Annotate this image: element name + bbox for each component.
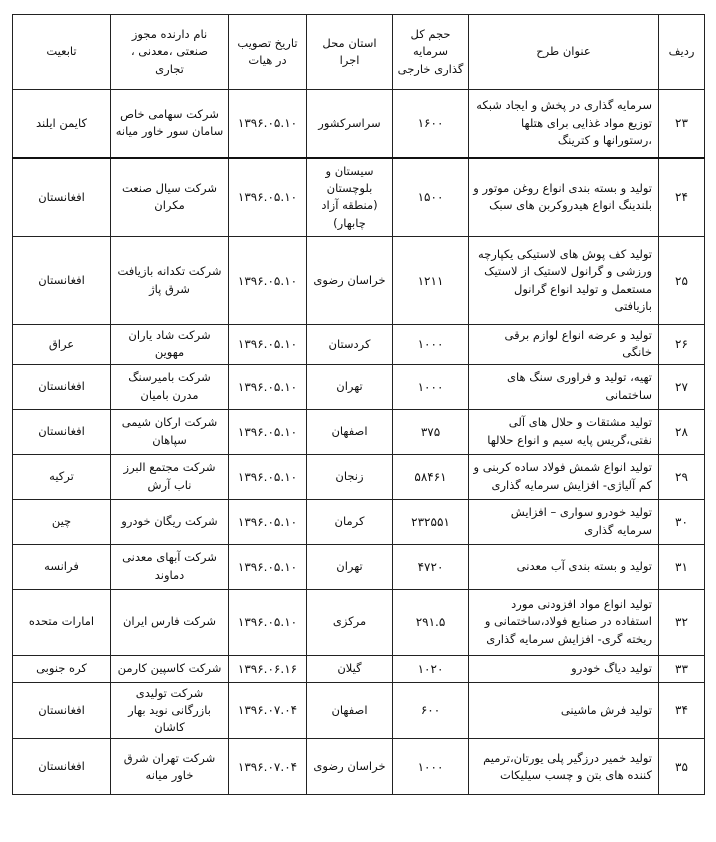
row-title: تولید و بسته بندی انواع روغن موتور و بلندینگ انواع هیدروکربن های سبک — [469, 158, 659, 237]
row-date: ۱۳۹۶.۰۵.۱۰ — [229, 364, 307, 409]
row-province: گیلان — [307, 655, 393, 682]
row-license-holder: شرکت تولیدی بازرگانی نوید بهار کاشان — [111, 682, 229, 739]
row-title: تولید انواع مواد افزودنی مورد استفاده در صنایع فولاد،ساختمانی و ریخته گری- افزایش سرمایه گذاری — [469, 589, 659, 655]
row-nationality: عراق — [13, 325, 111, 365]
row-nationality: افغانستان — [13, 237, 111, 325]
table-header-row — [13, 15, 705, 90]
row-number: ۳۴ — [659, 682, 705, 739]
row-license-holder: شرکت ارکان شیمی سپاهان — [111, 409, 229, 454]
row-investment: ۲۹۱.۵ — [393, 589, 469, 655]
row-title: تولید و بسته بندی آب معدنی — [469, 544, 659, 589]
row-investment: ۲۳۲۵۵۱ — [393, 499, 469, 544]
table-row — [13, 682, 705, 739]
row-title: تولید خمیر درزگیر پلی یورتان،ترمیم کننده های بتن و چسب سیلیکات — [469, 739, 659, 795]
row-investment: ۱۰۲۰ — [393, 655, 469, 682]
row-date: ۱۳۹۶.۰۵.۱۰ — [229, 409, 307, 454]
header-license-holder: نام دارنده مجوز صنعتی ،معدنی ، تجاری — [111, 15, 229, 90]
header-approval-date: تاریخ تصویب در هیات — [229, 15, 307, 90]
row-number: ۳۲ — [659, 589, 705, 655]
row-license-holder: شرکت ریگان خودرو — [111, 499, 229, 544]
row-date: ۱۳۹۶.۰۵.۱۰ — [229, 90, 307, 158]
row-title: تولید کف پوش های لاستیکی یکپارچه ورزشی و گرانول لاستیک از لاستیک مستعمل و تولید انواع گرانول بازیافتی — [469, 237, 659, 325]
table-row — [13, 499, 705, 544]
table-row — [13, 454, 705, 499]
row-license-holder: شرکت تهران شرق خاور میانه — [111, 739, 229, 795]
row-title: تولید خودرو سواری – افزایش سرمایه گذاری — [469, 499, 659, 544]
row-nationality: افغانستان — [13, 364, 111, 409]
row-number: ۲۶ — [659, 325, 705, 365]
row-date: ۱۳۹۶.۰۶.۱۶ — [229, 655, 307, 682]
table-row — [13, 589, 705, 655]
row-date: ۱۳۹۶.۰۷.۰۴ — [229, 739, 307, 795]
row-investment: ۱۰۰۰ — [393, 364, 469, 409]
table-row — [13, 409, 705, 454]
row-province: اصفهان — [307, 409, 393, 454]
row-number: ۲۸ — [659, 409, 705, 454]
row-province: زنجان — [307, 454, 393, 499]
table-row — [13, 739, 705, 795]
row-nationality: کایمن ایلند — [13, 90, 111, 158]
row-date: ۱۳۹۶.۰۵.۱۰ — [229, 544, 307, 589]
table-row — [13, 158, 705, 237]
row-license-holder: شرکت سهامی خاص سامان سور خاور میانه — [111, 90, 229, 158]
row-investment: ۳۷۵ — [393, 409, 469, 454]
row-nationality: افغانستان — [13, 739, 111, 795]
row-number: ۳۳ — [659, 655, 705, 682]
row-title: تولید و عرضه انواع لوازم برقی خانگی — [469, 325, 659, 365]
row-date: ۱۳۹۶.۰۵.۱۰ — [229, 589, 307, 655]
table-row — [13, 655, 705, 682]
row-province: تهران — [307, 544, 393, 589]
row-number: ۳۰ — [659, 499, 705, 544]
row-province: سیستان و بلوچستان (منطقه آزاد چابهار) — [307, 158, 393, 237]
row-date: ۱۳۹۶.۰۵.۱۰ — [229, 499, 307, 544]
row-province: مرکزی — [307, 589, 393, 655]
row-license-holder: شرکت کاسپین کارمن — [111, 655, 229, 682]
table-row — [13, 544, 705, 589]
row-investment: ۴۷۲۰ — [393, 544, 469, 589]
row-title: تولید مشتقات و حلال های آلی نفتی،گریس پایه سیم و انواع حلالها — [469, 409, 659, 454]
row-date: ۱۳۹۶.۰۵.۱۰ — [229, 325, 307, 365]
row-title: تولید فرش ماشینی — [469, 682, 659, 739]
row-license-holder: شرکت بامیرسنگ مدرن بامیان — [111, 364, 229, 409]
row-license-holder: شرکت فارس ایران — [111, 589, 229, 655]
header-province: استان محل اجرا — [307, 15, 393, 90]
document-page — [12, 14, 704, 795]
row-investment: ۱۶۰۰ — [393, 90, 469, 158]
row-number: ۲۳ — [659, 90, 705, 158]
row-nationality: ترکیه — [13, 454, 111, 499]
row-investment: ۱۰۰۰ — [393, 325, 469, 365]
row-title: سرمایه گذاری در پخش و ایجاد شبکه توزیع مواد غذایی برای هتلها ،رستورانها و کترینگ — [469, 90, 659, 158]
row-province: خراسان رضوی — [307, 237, 393, 325]
row-province: اصفهان — [307, 682, 393, 739]
row-date: ۱۳۹۶.۰۵.۱۰ — [229, 158, 307, 237]
row-investment: ۶۰۰ — [393, 682, 469, 739]
row-number: ۲۹ — [659, 454, 705, 499]
row-investment: ۵۸۴۶۱ — [393, 454, 469, 499]
row-nationality: افغانستان — [13, 682, 111, 739]
row-investment: ۱۲۱۱ — [393, 237, 469, 325]
row-number: ۲۷ — [659, 364, 705, 409]
row-number: ۳۱ — [659, 544, 705, 589]
row-number: ۳۵ — [659, 739, 705, 795]
row-province: تهران — [307, 364, 393, 409]
row-title: تولید دیاگ خودرو — [469, 655, 659, 682]
row-nationality: افغانستان — [13, 409, 111, 454]
row-nationality: افغانستان — [13, 158, 111, 237]
row-province: سراسرکشور — [307, 90, 393, 158]
row-investment: ۱۵۰۰ — [393, 158, 469, 237]
row-date: ۱۳۹۶.۰۵.۱۰ — [229, 237, 307, 325]
table-row — [13, 237, 705, 325]
table-row — [13, 364, 705, 409]
row-nationality: امارات متحده — [13, 589, 111, 655]
row-date: ۱۳۹۶.۰۵.۱۰ — [229, 454, 307, 499]
table-row — [13, 325, 705, 365]
row-province: کردستان — [307, 325, 393, 365]
row-nationality: کره جنوبی — [13, 655, 111, 682]
row-license-holder: شرکت آبهای معدنی دماوند — [111, 544, 229, 589]
row-license-holder: شرکت تکدانه بازیافت شرق پاژ — [111, 237, 229, 325]
investment-table — [12, 14, 705, 795]
header-title: عنوان طرح — [469, 15, 659, 90]
row-license-holder: شرکت مجتمع البرز ناب آرش — [111, 454, 229, 499]
row-investment: ۱۰۰۰ — [393, 739, 469, 795]
row-license-holder: شرکت سیال صنعت مکران — [111, 158, 229, 237]
header-investment: حجم کل سرمایه گذاری خارجی — [393, 15, 469, 90]
row-nationality: فرانسه — [13, 544, 111, 589]
table-row — [13, 90, 705, 158]
row-title: تهیه، تولید و فراوری سنگ های ساختمانی — [469, 364, 659, 409]
header-nationality: تابعیت — [13, 15, 111, 90]
row-date: ۱۳۹۶.۰۷.۰۴ — [229, 682, 307, 739]
row-title: تولید انواع شمش فولاد ساده کربنی و کم آلیاژی- افزایش سرمایه گذاری — [469, 454, 659, 499]
row-nationality: چین — [13, 499, 111, 544]
row-number: ۲۴ — [659, 158, 705, 237]
header-row-no: ردیف — [659, 15, 705, 90]
row-number: ۲۵ — [659, 237, 705, 325]
row-license-holder: شرکت شاد یاران مهوین — [111, 325, 229, 365]
row-province: خراسان رضوی — [307, 739, 393, 795]
row-province: کرمان — [307, 499, 393, 544]
